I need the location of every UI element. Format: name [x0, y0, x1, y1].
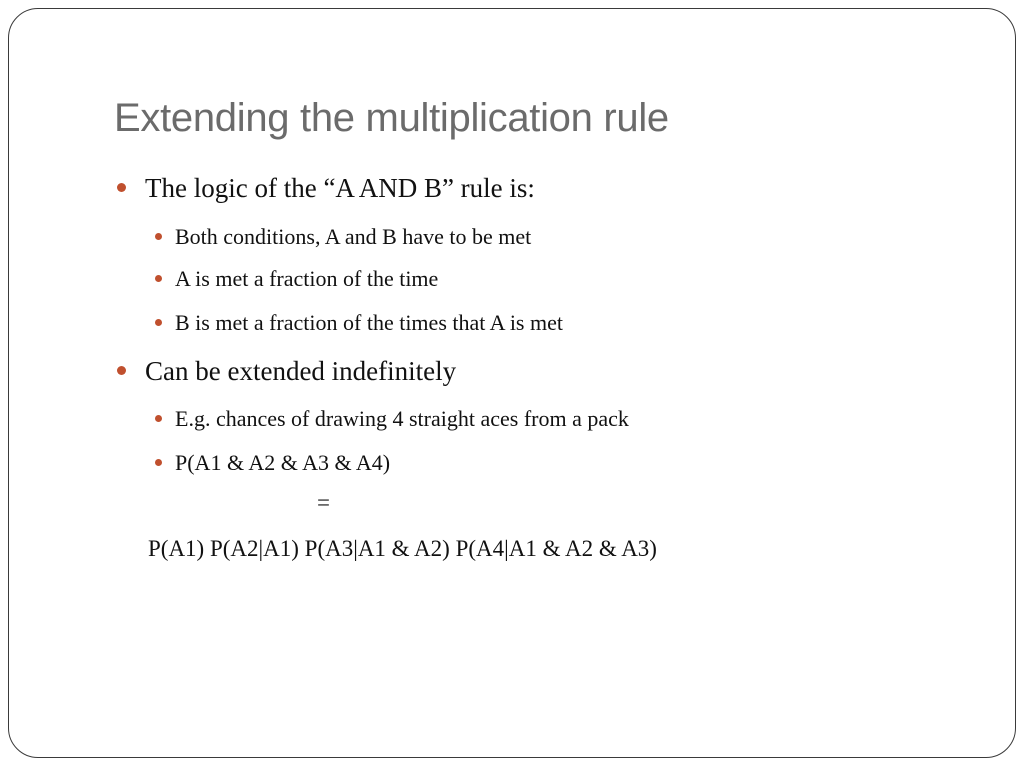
- bullet-text: E.g. chances of drawing 4 straight aces from a pack: [175, 406, 629, 431]
- bullet-dot-icon: [155, 275, 162, 282]
- bullet-dot-icon: [117, 366, 126, 375]
- bullet-text: B is met a fraction of the times that A is met: [175, 310, 563, 335]
- bullet-dot-icon: [155, 415, 162, 422]
- bullet-dot-icon: [155, 233, 162, 240]
- sub-bullet-item: [175, 310, 563, 336]
- probability-formula: P(A1) P(A2|A1) P(A3|A1 & A2) P(A4|A1 & A2 & A3): [148, 536, 657, 561]
- bullet-dot-icon: [117, 183, 126, 192]
- bullet-text: The logic of the “A AND B” rule is:: [145, 173, 535, 203]
- bullet-text: P(A1 & A2 & A3 & A4): [175, 450, 391, 475]
- sub-bullet-item: [175, 266, 438, 292]
- bullet-text: Can be extended indefinitely: [145, 356, 457, 386]
- bullet-text: Both conditions, A and B have to be met: [175, 224, 532, 249]
- sub-bullet-item: [175, 406, 629, 432]
- bullet-dot-icon: [155, 459, 162, 466]
- equals-sign: =: [317, 490, 330, 515]
- sub-bullet-item: [175, 450, 390, 476]
- bullet-text: A is met a fraction of the time: [175, 266, 439, 291]
- bullet-item: [145, 356, 456, 387]
- bullet-item: [145, 173, 535, 204]
- bullet-dot-icon: [155, 319, 162, 326]
- slide-title: Extending the multiplication rule: [114, 96, 669, 140]
- sub-bullet-item: [175, 224, 531, 250]
